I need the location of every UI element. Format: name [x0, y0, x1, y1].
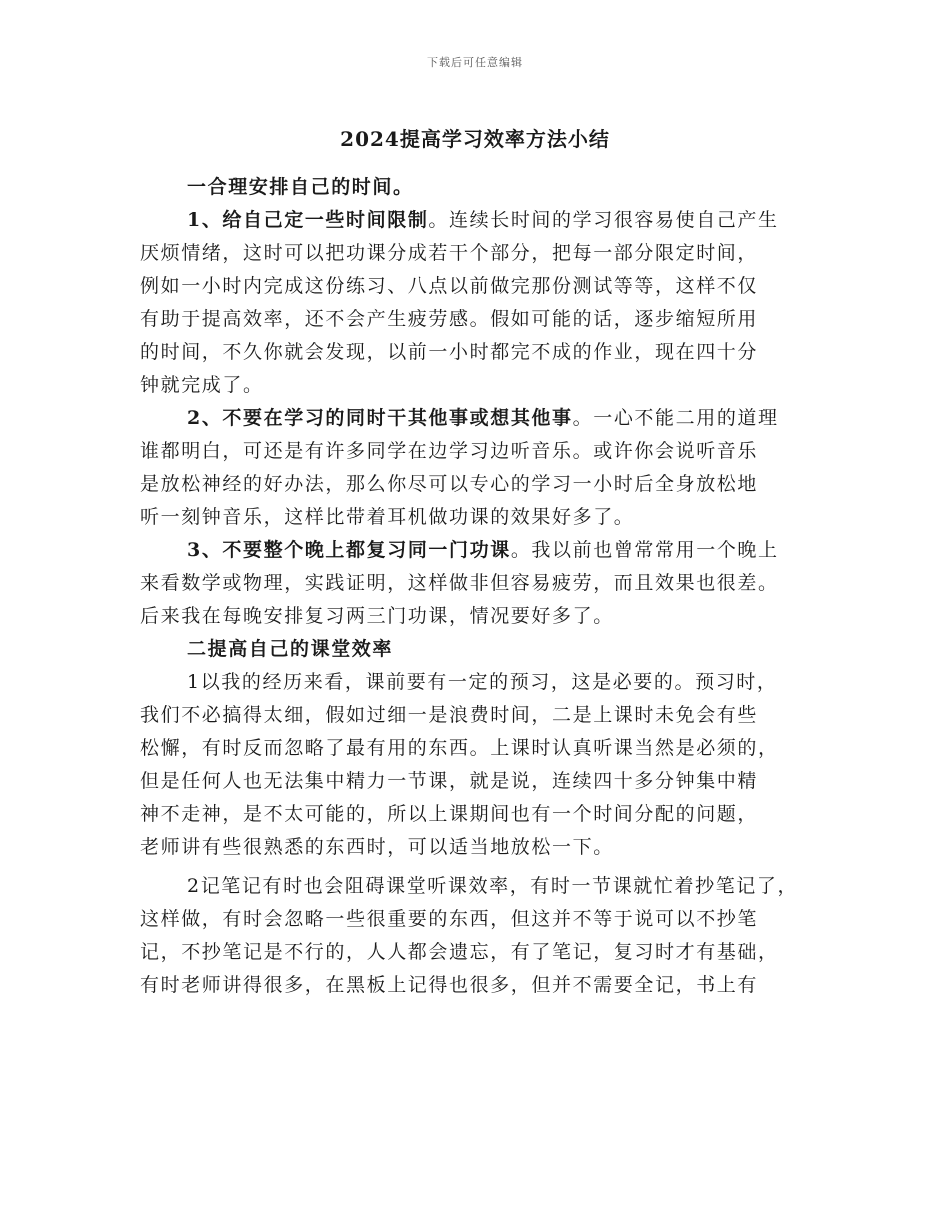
paragraph-first-line	[140, 534, 820, 567]
paragraph-line: 钟就完成了。	[140, 374, 264, 396]
paragraph-line: 我们不必搞得太细，假如过细一是浪费时间，二是上课时未免会有些	[140, 704, 759, 726]
section-heading-1: 一合理安排自己的时间。	[187, 176, 414, 198]
paragraph-line: 老师讲有些很熟悉的东西时，可以适当地放松一下。	[140, 836, 614, 858]
paragraph-line: 但是任何人也无法集中精力一节课，就是说，连续四十多分钟集中精	[140, 770, 759, 792]
paragraph-point-1	[140, 666, 820, 864]
section-heading-2: 二提高自己的课堂效率	[187, 638, 394, 660]
item-lead-text: 。我以前也曾常常用一个晚上	[510, 539, 779, 561]
paragraph-line: 记，不抄笔记是不行的，人人都会遗忘，有了笔记，复习时才有基础，	[140, 941, 779, 963]
paragraph-item-2	[140, 402, 820, 534]
paragraph-item-3	[140, 534, 820, 633]
item-lead-bold: 1、给自己定一些时间限制	[187, 209, 429, 231]
item-lead-bold: 2、不要在学习的同时干其他事或想其他事	[187, 407, 573, 429]
paragraph-line: 来看数学或物理，实践证明，这样做非但容易疲劳，而且效果也很差。	[140, 572, 779, 594]
paragraph-line: 的时间，不久你就会发现，以前一小时都完不成的作业，现在四十分	[140, 341, 759, 363]
paragraph-item-1	[140, 204, 820, 402]
paragraph-line: 例如一小时内完成这份练习、八点以前做完那份测试等等，这样不仅	[140, 275, 759, 297]
paragraph-first-line	[140, 204, 820, 237]
paragraph-first-line: 2记笔记有时也会阻碍课堂听课效率，有时一节课就忙着抄笔记了，	[187, 875, 799, 897]
paragraph-point-2	[140, 870, 820, 1002]
paragraph-line: 厌烦情绪，这时可以把功课分成若干个部分，把每一部分限定时间，	[140, 242, 759, 264]
paragraph-line: 有助于提高效率，还不会产生疲劳感。假如可能的话，逐步缩短所用	[140, 308, 759, 330]
paragraph-first-line	[140, 402, 820, 435]
paragraph-line: 松懈，有时反而忽略了最有用的东西。上课时认真听课当然是必须的，	[140, 737, 779, 759]
item-lead-text: 。连续长时间的学习很容易使自己产生	[428, 209, 779, 231]
paragraph-line: 这样做，有时会忽略一些很重要的东西，但这并不等于说可以不抄笔	[140, 908, 759, 930]
document-body	[140, 171, 820, 1002]
item-lead-text: 。一心不能二用的道理	[572, 407, 779, 429]
paragraph-line: 有时老师讲得很多，在黑板上记得也很多，但并不需要全记，书上有	[140, 974, 759, 996]
paragraph-first-line: 1以我的经历来看，课前要有一定的预习，这是必要的。预习时，	[187, 671, 778, 693]
paragraph-line: 神不走神，是不太可能的，所以上课期间也有一个时间分配的问题，	[140, 803, 759, 825]
paragraph-line: 听一刻钟音乐，这样比带着耳机做功课的效果好多了。	[140, 506, 635, 528]
item-lead-bold: 3、不要整个晚上都复习同一门功课	[187, 539, 511, 561]
paragraph-line: 是放松神经的好办法，那么你尽可以专心的学习一小时后全身放松地	[140, 473, 759, 495]
paragraph-line: 后来我在每晚安排复习两三门功课，情况要好多了。	[140, 605, 614, 627]
page-title: 2024提高学习效率方法小结	[340, 127, 610, 151]
paragraph-line: 谁都明白，可还是有许多同学在边学习边听音乐。或许你会说听音乐	[140, 440, 759, 462]
page-header-note: 下载后可任意编辑	[427, 56, 523, 69]
